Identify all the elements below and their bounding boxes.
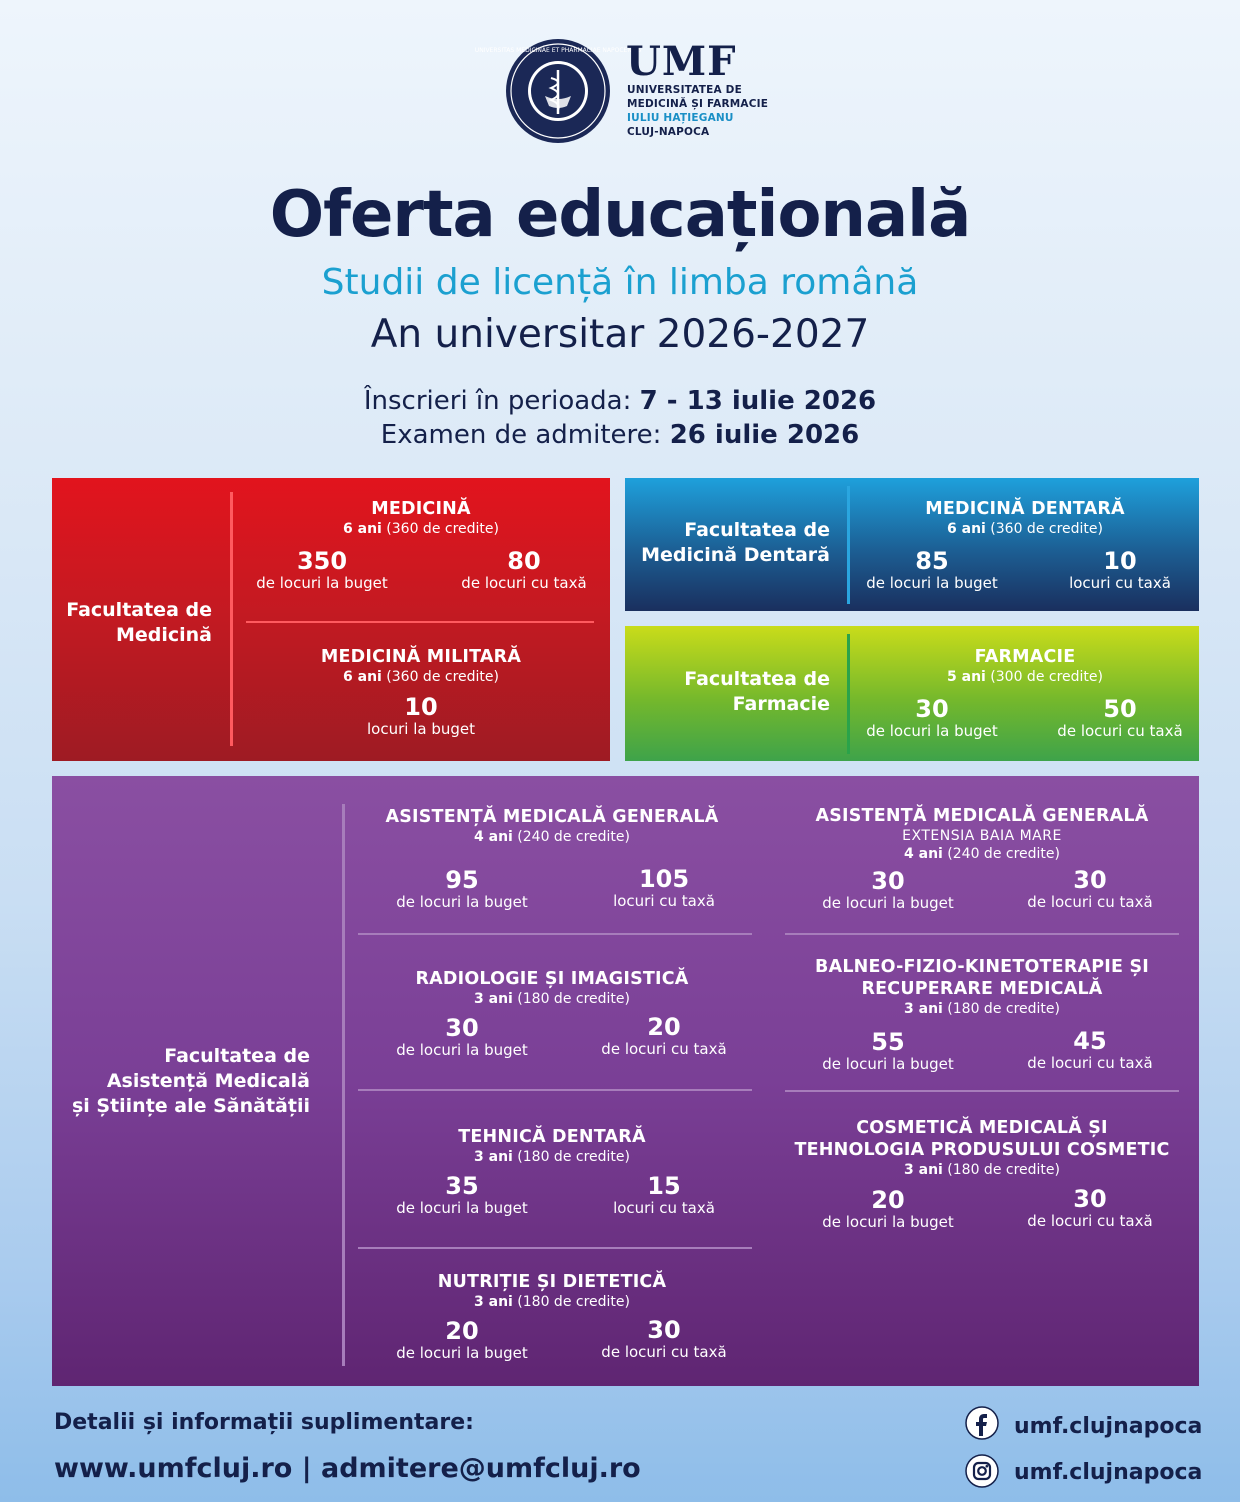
- program-medicina-dentara: [857, 498, 1193, 538]
- program-name: ASISTENȚĂ MEDICALĂ GENERALĂ: [815, 806, 1149, 826]
- program-nutritie: [352, 1271, 752, 1311]
- instagram-handle[interactable]: umf.clujnapoca: [1014, 1460, 1203, 1485]
- exam-label: Examen de admitere:: [380, 420, 662, 450]
- divider: [785, 1090, 1179, 1092]
- program-medicina-militara: [242, 646, 600, 686]
- seat-label: de locuri la buget: [822, 1213, 954, 1231]
- program-name: MEDICINĂ MILITARĂ: [320, 647, 522, 667]
- program-duration: 6 ani (360 de credite): [947, 521, 1103, 537]
- budget-seats: [837, 696, 1027, 741]
- seat-label: de locuri la buget: [866, 574, 998, 592]
- tax-seats: [995, 1028, 1185, 1073]
- faculty-name-line: Medicină Dentară: [641, 544, 830, 566]
- seat-count: 105: [638, 865, 690, 893]
- seat-count: 55: [871, 1028, 905, 1056]
- program-asistenta-baia-mare: [772, 805, 1192, 863]
- program-duration: 3 ani (180 de credite): [474, 1294, 630, 1310]
- footer-details-label: Detalii și informații suplimentare:: [54, 1410, 474, 1435]
- program-name: ASISTENȚĂ MEDICALĂ GENERALĂ: [385, 807, 719, 827]
- instagram-icon[interactable]: [965, 1454, 999, 1488]
- faculty-name-line: Asistență Medicală: [106, 1070, 310, 1092]
- seat-label: de locuri cu taxă: [1057, 722, 1183, 740]
- divider: [785, 933, 1179, 935]
- program-name: RADIOLOGIE ȘI IMAGISTICĂ: [415, 969, 689, 989]
- budget-seats: [326, 694, 516, 739]
- faculty-name-line: și Științe ale Sănătății: [71, 1095, 310, 1117]
- tax-seats: [569, 1014, 759, 1059]
- seat-label: de locuri cu taxă: [601, 1343, 727, 1361]
- seat-label: de locuri la buget: [256, 574, 388, 592]
- faculty-pharmacy-name: [625, 667, 830, 717]
- divider: [246, 621, 594, 623]
- budget-seats: [793, 1187, 983, 1232]
- page-title: Oferta educațională: [269, 178, 971, 252]
- budget-seats: [793, 1029, 983, 1074]
- seat-count: 15: [647, 1172, 681, 1200]
- divider: [342, 804, 345, 1366]
- seat-label: locuri cu taxă: [613, 892, 715, 910]
- exam-date: [0, 420, 1240, 450]
- enrollment-label: Înscrieri în perioada:: [363, 386, 632, 416]
- academic-year: An universitar 2026-2027: [370, 312, 870, 357]
- faculty-pharmacy-panel: [625, 626, 1199, 761]
- faculty-name-line: Facultatea de: [684, 668, 830, 690]
- seat-label: de locuri la buget: [396, 1344, 528, 1362]
- tax-seats: [995, 867, 1185, 912]
- enrollment-period: [0, 386, 1240, 416]
- tax-seats: [429, 548, 619, 593]
- divider: [358, 1089, 752, 1091]
- seal-text: UNIVERSITAS MEDICINAE ET PHARMACIAE NAPOCENSIS: [474, 47, 642, 54]
- seat-count: 80: [507, 547, 541, 575]
- program-name: TEHNOLOGIA PRODUSULUI COSMETIC: [794, 1140, 1170, 1160]
- program-duration: 3 ani (180 de credite): [904, 1001, 1060, 1017]
- seat-count: 30: [915, 695, 949, 723]
- faculty-name-line: Facultatea de: [164, 1045, 310, 1067]
- faculty-dentistry-panel: [625, 478, 1199, 611]
- program-duration: 6 ani (360 de credite): [343, 669, 499, 685]
- program-extension: EXTENSIA BAIA MARE: [902, 828, 1062, 844]
- faculty-medicine-panel: [52, 478, 610, 761]
- logo-line-3: IULIU HAȚIEGANU: [627, 112, 734, 124]
- faculty-name-line: Farmacie: [732, 693, 830, 715]
- tax-seats: [995, 1186, 1185, 1231]
- seat-count: 10: [404, 693, 438, 721]
- seat-count: 20: [445, 1317, 479, 1345]
- seat-label: de locuri cu taxă: [601, 1040, 727, 1058]
- budget-seats: [227, 548, 417, 593]
- seat-count: 30: [1073, 1185, 1107, 1213]
- faculty-nursing-panel: [52, 776, 1199, 1386]
- seat-label: de locuri la buget: [822, 1055, 954, 1073]
- seat-label: de locuri cu taxă: [1027, 1212, 1153, 1230]
- enrollment-value: 7 - 13 iulie 2026: [639, 386, 877, 416]
- program-tehnica-dentara: [352, 1126, 752, 1166]
- program-name: COSMETICĂ MEDICALĂ ȘI: [856, 1118, 1108, 1138]
- program-name: RECUPERARE MEDICALĂ: [861, 979, 1103, 999]
- logo-line-4: CLUJ-NAPOCA: [627, 126, 710, 138]
- seat-count: 95: [445, 866, 479, 894]
- seat-count: 85: [915, 547, 949, 575]
- faculty-name-line: Facultatea de: [684, 519, 830, 541]
- seat-label: de locuri cu taxă: [461, 574, 587, 592]
- tax-seats: [569, 1317, 759, 1362]
- seat-count: 30: [1073, 866, 1107, 894]
- program-asistenta-generala: [352, 806, 752, 846]
- university-seal-logo: [474, 38, 642, 144]
- seat-label: locuri cu taxă: [613, 1199, 715, 1217]
- seat-label: de locuri la buget: [396, 893, 528, 911]
- seat-label: de locuri la buget: [396, 1199, 528, 1217]
- program-duration: 4 ani (240 de credite): [474, 829, 630, 845]
- program-cosmetica: [772, 1117, 1192, 1179]
- logo-abbreviation: UMF: [626, 38, 737, 85]
- faculty-nursing-name: [52, 1044, 310, 1119]
- logo-line-2: MEDICINĂ ȘI FARMACIE: [627, 98, 769, 110]
- program-balneo-fizio: [772, 956, 1192, 1018]
- program-name: TEHNICĂ DENTARĂ: [458, 1127, 646, 1147]
- faculty-name-line: Medicină: [115, 624, 212, 646]
- faculty-dentistry-name: [625, 518, 830, 568]
- seat-count: 30: [445, 1014, 479, 1042]
- budget-seats: [367, 1015, 557, 1060]
- tax-seats: [1025, 548, 1215, 593]
- seat-label: de locuri la buget: [822, 894, 954, 912]
- program-duration: 3 ani (180 de credite): [474, 1149, 630, 1165]
- seat-label: de locuri cu taxă: [1027, 893, 1153, 911]
- program-medicina: [242, 498, 600, 538]
- program-duration: 5 ani (300 de credite): [947, 669, 1103, 685]
- seat-count: 30: [647, 1316, 681, 1344]
- program-duration: 6 ani (360 de credite): [343, 521, 499, 537]
- tax-seats: [569, 1173, 759, 1218]
- program-radiologie: [352, 968, 752, 1008]
- facebook-icon[interactable]: [965, 1406, 999, 1440]
- program-farmacie: [857, 646, 1193, 686]
- seat-count: 45: [1073, 1027, 1107, 1055]
- program-name: BALNEO-FIZIO-KINETOTERAPIE ȘI: [815, 957, 1149, 977]
- program-name: FARMACIE: [974, 647, 1076, 667]
- seat-count: 50: [1103, 695, 1137, 723]
- page-subtitle: Studii de licență în limba română: [321, 262, 919, 303]
- facebook-handle[interactable]: umf.clujnapoca: [1014, 1414, 1203, 1439]
- tax-seats: [569, 866, 759, 911]
- budget-seats: [367, 1318, 557, 1363]
- faculty-medicine-name: [52, 598, 212, 648]
- divider: [358, 1247, 752, 1249]
- seat-count: 350: [296, 547, 348, 575]
- program-duration: 3 ani (180 de credite): [474, 991, 630, 1007]
- seat-count: 20: [871, 1186, 905, 1214]
- seat-label: de locuri cu taxă: [1027, 1054, 1153, 1072]
- seat-label: locuri la buget: [367, 720, 475, 738]
- exam-value: 26 iulie 2026: [669, 420, 860, 450]
- budget-seats: [793, 868, 983, 913]
- seat-count: 30: [871, 867, 905, 895]
- divider: [358, 933, 752, 935]
- logo-line-1: UNIVERSITATEA DE: [627, 84, 742, 96]
- program-name: NUTRIȚIE ȘI DIETETICĂ: [437, 1272, 667, 1292]
- seat-count: 10: [1103, 547, 1137, 575]
- seat-count: 35: [445, 1172, 479, 1200]
- seat-count: 20: [647, 1013, 681, 1041]
- footer-contacts[interactable]: www.umfcluj.ro | admitere@umfcluj.ro: [54, 1453, 641, 1484]
- faculty-name-line: Facultatea de: [66, 599, 212, 621]
- seat-label: locuri cu taxă: [1069, 574, 1171, 592]
- seat-label: de locuri la buget: [866, 722, 998, 740]
- program-duration: 4 ani (240 de credite): [904, 846, 1060, 862]
- tax-seats: [1025, 696, 1215, 741]
- budget-seats: [837, 548, 1027, 593]
- program-name: MEDICINĂ: [371, 499, 471, 519]
- program-name: MEDICINĂ DENTARĂ: [925, 499, 1125, 519]
- divider: [230, 492, 233, 746]
- budget-seats: [367, 867, 557, 912]
- program-duration: 3 ani (180 de credite): [904, 1162, 1060, 1178]
- budget-seats: [367, 1173, 557, 1218]
- seat-label: de locuri la buget: [396, 1041, 528, 1059]
